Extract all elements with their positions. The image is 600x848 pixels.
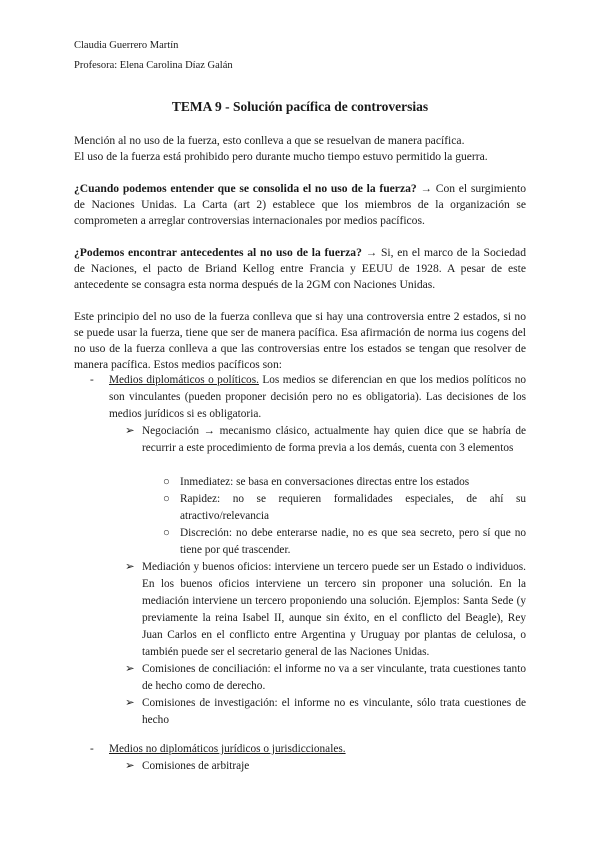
circle-bullet-icon: ○ bbox=[163, 493, 170, 505]
arrow-2: → bbox=[365, 246, 378, 259]
sub-item-negociacion: Negociación → mecanismo clásico, actualmente hay quien dice que se habría de recurrir a este procedimiento de forma previa a los demás, cuenta con 3 elementos bbox=[142, 425, 526, 454]
element-rapidez: Rapidez: no se requieren formalidades especiales, de ahí su atractivo/relevancia bbox=[180, 493, 526, 522]
element-inmediatez: Inmediatez: se basa en conversaciones directas entre los estados bbox=[180, 476, 470, 488]
list-2-heading: Medios no diplomáticos jurídicos o jurisdiccionales. bbox=[109, 743, 346, 755]
sub-item-arbitraje: Comisiones de arbitraje bbox=[142, 760, 250, 772]
arrow-bullet-icon: ➢ bbox=[125, 663, 135, 675]
principle-paragraph: Este principio del no uso de la fuerza conlleva que si hay una controversia entre 2 estados, si no se puede usar la fuerza, tiene que ser de manera pacífica. Esa afirmación de norma ius cogens del no uso de la fuerza conlleva a que las controversias entre los estados se tengan que resolver de manera pacífica. Estos medios pacíficos son: bbox=[74, 310, 526, 371]
question-1: ¿Cuando podemos entender que se consolida el no uso de la fuerza? bbox=[74, 182, 417, 195]
arrow-bullet-icon: ➢ bbox=[125, 760, 135, 772]
question-1-paragraph bbox=[74, 181, 526, 229]
circle-bullet-icon: ○ bbox=[163, 476, 170, 488]
list-1-heading: Medios diplomáticos o políticos. bbox=[109, 374, 259, 386]
intro-line-2: El uso de la fuerza está prohibido pero durante mucho tiempo estuvo permitido la guerra. bbox=[74, 150, 488, 163]
circle-bullet-icon: ○ bbox=[163, 527, 170, 539]
page-title: TEMA 9 - Solución pacífica de controversias bbox=[171, 99, 429, 114]
intro-line-1: Mención al no uso de la fuerza, esto conlleva a que se resuelvan de manera pacífica. bbox=[74, 134, 465, 147]
dash-bullet: - bbox=[90, 743, 94, 755]
element-discrecion: Discreción: no debe enterarse nadie, no es que sea secreto, pero sí que no tiene por qué trascender. bbox=[180, 527, 526, 556]
answer-2: Si, en el marco de la Sociedad de Naciones, el pacto de Briand Kellog entre Francia y EEUU de 1928. A pesar de este antecedente se consagra esta norma después de la 2GM con Naciones Unidas. bbox=[74, 246, 526, 291]
sub-item-investigacion: Comisiones de investigación: el informe no es vinculante, sólo trata cuestiones de hecho bbox=[142, 697, 526, 726]
question-2-paragraph bbox=[74, 245, 526, 293]
arrow-1: → bbox=[420, 182, 432, 195]
teacher-name: Profesora: Elena Carolina Díaz Galán bbox=[74, 60, 233, 71]
sub-item-conciliacion: Comisiones de conciliación: el informe no va a ser vinculante, trata cuestiones tanto de hecho como de derecho. bbox=[142, 663, 526, 692]
dash-bullet: - bbox=[90, 374, 94, 386]
arrow-bullet-icon: ➢ bbox=[125, 425, 135, 437]
list-1-text: Los medios se diferencian en que los medios políticos no son vinculantes (pueden proponer decisión pero no es obligatoria). Las decisiones de los medios jurídicos si es obligatoria. bbox=[109, 374, 526, 420]
arrow-bullet-icon: ➢ bbox=[125, 697, 135, 709]
list-1-item bbox=[109, 372, 526, 423]
answer-1: Con el surgimiento de Naciones Unidas. La Carta (art 2) establece que los miembros de la organización se comprometen a arreglar controversias internacionales por medios pacíficos. bbox=[74, 182, 527, 227]
author-name: Claudia Guerrero Martín bbox=[74, 40, 179, 51]
arrow-bullet-icon: ➢ bbox=[125, 561, 135, 573]
sub-item-mediacion: Mediación y buenos oficios: interviene un tercero puede ser un Estado o individuos. En los buenos oficios interviene un tercero sin proponer una solución. En la mediación interviene un tercero proponiendo una solución. Ejemplos: Santa Sede (y previamente la reina Isabel II, aunque sin éxito, en el conflicto del Beagle), Rey Juan Carlos en el conflicto entre Argentina y Uruguay por plantas de celulosa, o también puede ser el secretario general de las Naciones Unidas. bbox=[142, 561, 526, 658]
list-2-item bbox=[109, 741, 526, 758]
question-2: ¿Podemos encontrar antecedentes al no uso de la fuerza? bbox=[74, 246, 362, 259]
